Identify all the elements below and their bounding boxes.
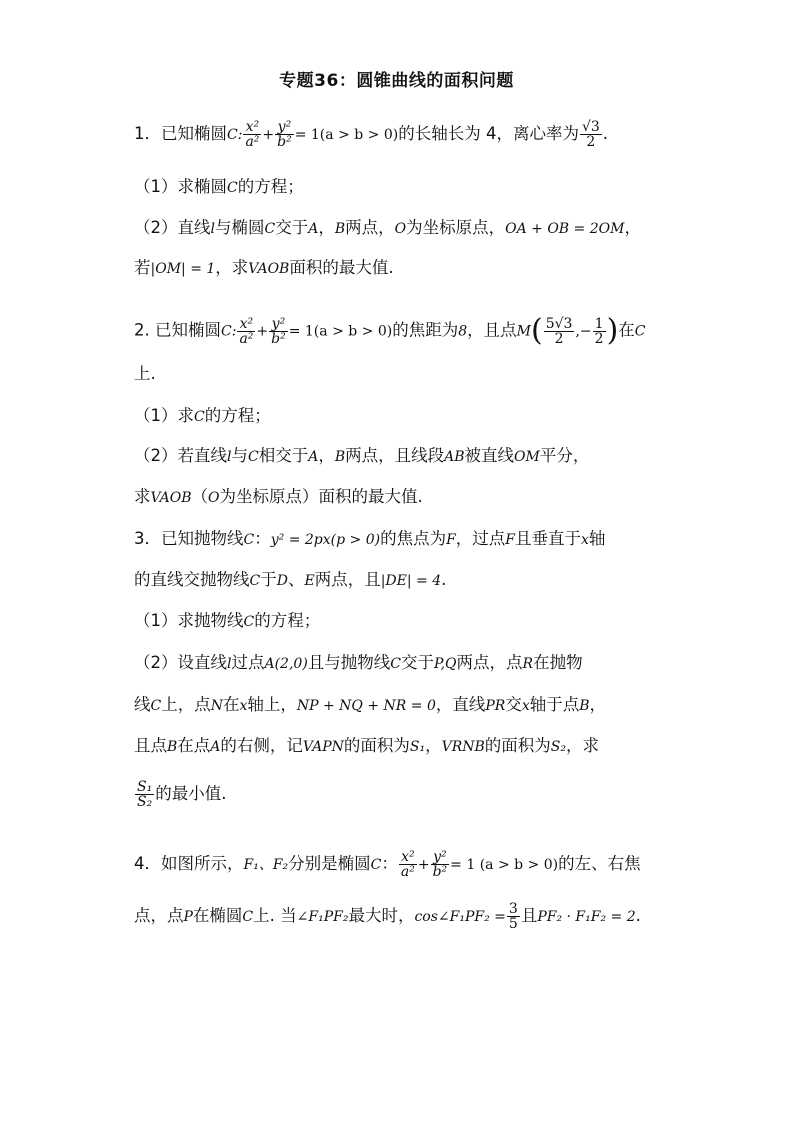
problem-1-line-4: 若|OM| = 1，求VAOB面积的最大值. bbox=[134, 258, 394, 277]
problem-3-line-7: $\frac{\text{S₁}}{\text{S₂}}$ 的最小值. bbox=[137, 779, 227, 810]
problem-2-line-5: 求VAOB（O为坐标原点）面积的最大值. bbox=[134, 487, 423, 506]
problem-3-line-1: 3．已知抛物线C：y² = 2px(p > 0)的焦点为F，过点F且垂直于x轴 bbox=[134, 529, 606, 548]
page-title: 专题36：圆锥曲线的面积问题 bbox=[279, 71, 514, 91]
problem-3-line-2: 的直线交抛物线C于D、E两点，且|DE| = 4. bbox=[134, 570, 447, 589]
fraction-one-half: $\frac{1}{2}$ bbox=[594, 315, 604, 347]
problem-3-line-6: 且点B在点A的右侧，记VAPN的面积为S₁，VRNB的面积为S₂，求 bbox=[134, 736, 599, 755]
problem-3-line-5: 线C上，点N在x轴上，NP + NQ + NR = 0，直线PR交x轴于点B， bbox=[134, 695, 607, 714]
fraction-y2-b2: $\frac{\text{y²}}{\text{b²}}$ bbox=[277, 119, 292, 150]
problem-3-line-3: （1）求抛物线C的方程； bbox=[134, 611, 321, 630]
problem-1-line-1: 1．已知椭圆C: $\frac{\text{x²}}{\text{a²}}$ + $\frac{\text{y²}}{\text{b²}}$ = 1(a > b > 0)的长轴长为 4，离心率为 $\frac{√3}{2}$ . bbox=[134, 119, 609, 150]
fraction-sqrt3-2: $\frac{√3}{2}$ bbox=[581, 119, 600, 150]
fraction-three-fifths: $\frac{3}{5}$ bbox=[508, 901, 518, 932]
problem-4-line-1: 4．如图所示，F₁、F₂分别是椭圆C： $\frac{\text{x²}}{\text{a²}}$ + $\frac{\text{y²}}{\text{b²}}$ = 1 (a > b > 0)的左、右焦 bbox=[134, 849, 641, 880]
problem-1-line-3: （2）直线l与椭圆C交于A，B两点，O为坐标原点，OA + OB = 2OM， bbox=[134, 218, 641, 237]
fraction-s1-s2: $\frac{\text{S₁}}{\text{S₂}}$ bbox=[137, 779, 153, 810]
fraction-5sqrt3-2: $\frac{5√3}{2}$ bbox=[545, 315, 573, 347]
problem-2-line-4: （2）若直线l与C相交于A，B两点，且线段AB被直线OM平分， bbox=[134, 446, 590, 465]
problem-2-line-3: （1）求C的方程； bbox=[134, 406, 271, 425]
problem-2-line-2: 上. bbox=[134, 364, 156, 383]
problem-1-line-2: （1）求椭圆C的方程； bbox=[134, 177, 304, 196]
fraction-x2-a2: $\frac{\text{x²}}{\text{a²}}$ bbox=[245, 119, 260, 150]
problem-2-line-1: 2. 已知椭圆C: $\frac{\text{x²}}{\text{a²}}$ + $\frac{\text{y²}}{\text{b²}}$ = 1(a > b > 0)的焦距为8，且点M( $\frac{5√3}{2}$ ,− $\frac{1}{2}$ )在C bbox=[134, 313, 646, 348]
problem-3-line-4: （2）设直线l过点A(2,0)且与抛物线C交于P,Q两点，点R在抛物 bbox=[134, 653, 583, 672]
problem-4-line-2: 点，点P在椭圆C上. 当∠F₁PF₂最大时，cos∠F₁PF₂ = $\frac{3}{5}$ 且PF₂ · F₁F₂ = 2. bbox=[134, 901, 641, 932]
